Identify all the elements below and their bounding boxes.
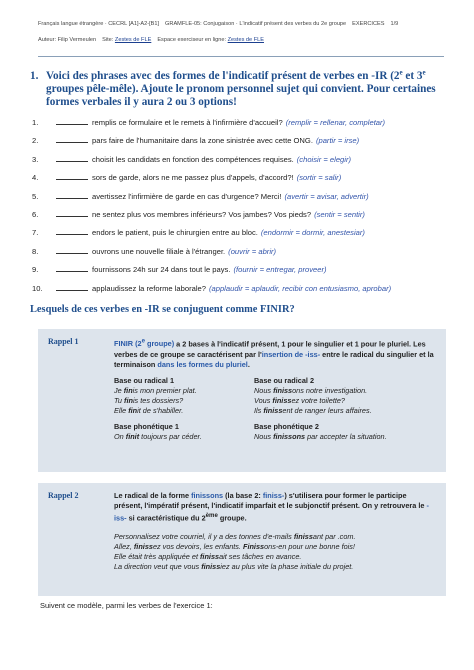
answer-blank[interactable] [56,191,88,199]
item-number: 7. [32,228,39,238]
header-type: EXERCICES [352,21,385,27]
item-sentence: ne sentez plus vos membres inférieurs? Vos jambes? Vos pieds? [92,209,312,219]
exercise-item [30,135,450,153]
rappel-1-phonetic-columns [114,422,436,442]
item-hint: (sortir = salir) [296,173,342,183]
base-2-examples [254,386,394,416]
item-number: 2. [32,136,39,146]
base-2-heading: Base ou radical 2 [254,376,315,386]
phonetic-1-example: On finit toujours par céder. [114,432,202,442]
phonetic-1-heading: Base phonétique 1 [114,422,179,432]
section-question: Lesquels de ces verbes en -IR se conjuguent comme FINIR? [30,304,295,315]
item-hint: (partir = irse) [315,136,360,146]
answer-blank[interactable] [56,117,88,125]
item-sentence: remplis ce formulaire et le remets à l'infirmière d'accueil? [92,118,283,127]
phonetic-1-column [114,422,254,442]
base-2-example: Vous finissez votre toilette? [254,396,345,406]
rappel-1-columns [114,376,436,416]
header-topic: GRAMFLE-05: Conjugaison · L'indicatif présent des verbes du 2e groupe [165,21,347,27]
base-2-example: Nous finissons notre investigation. [254,386,368,396]
exercise-number: 1. [30,70,39,82]
header-line-1 [38,22,444,28]
item-number: 1. [32,118,39,127]
rappel-2-example: Allez, finissez vos devoirs, les enfants. Finissons-en pour une bonne fois! [114,542,355,552]
base-2-column [254,376,394,416]
header-space-link[interactable]: Zestes de FLE [227,36,264,43]
item-hint: (endormir = dormir, anestesiar) [260,228,365,238]
exercise-item [30,209,450,227]
answer-blank[interactable] [56,209,88,217]
base-1-example: Je finis mon premier plat. [114,386,197,396]
base-2-example: Ils finissent de ranger leurs affaires. [254,406,372,416]
answer-blank[interactable] [56,227,88,235]
exercise-item [30,264,450,282]
item-hint: (applaudir = aplaudir, recibir con entusiasmo, aprobar) [208,283,392,293]
base-1-example: Tu finis tes dossiers? [114,396,184,406]
header-divider [38,56,444,57]
answer-blank[interactable] [56,283,88,291]
rappel-1-content [114,337,436,442]
answer-blank[interactable] [56,246,88,254]
rappel-2-example: La direction veut que vous finissiez au plus vite la phase initiale du projet. [114,562,354,572]
base-1-column [114,376,254,416]
item-number: 8. [32,246,39,256]
item-hint: (fournir = entregar, proveer) [233,265,327,275]
base-1-heading: Base ou radical 1 [114,376,175,386]
item-number: 5. [32,191,39,201]
rappel-2-example: Elle était très appliquée et finissait ses tâches en avance. [114,552,302,562]
exercise-item [30,154,450,172]
item-number: 9. [32,265,39,275]
rappel-2-intro: Le radical de la forme finissons (la base 2: finiss-) s'utilisera pour former le participe présent, l'impératif présent, l'indicatif imparfait et le subjonctif présent. On y retrouvera le -iss- si caractéristique du 2ème groupe. [114,491,429,523]
item-number: 6. [32,209,39,219]
exercise-item [30,227,450,245]
item-sentence: avertissez l'infirmière de garde en cas d'urgence? Merci! [92,191,282,201]
rappel-1-label: Rappel 1 [48,337,79,346]
header-site-label: Site: [102,36,114,43]
base-1-examples [114,386,254,416]
item-number: 4. [32,173,39,183]
item-sentence: pars faire de l'humanitaire dans la zone sinistrée avec cette ONG. [92,136,313,146]
rappel-1-intro: FINIR (2e groupe) a 2 bases à l'indicatif présent, 1 pour le singulier et 1 pour le pluriel. Les verbes de ce groupe se caractérisent par l'insertion de -iss- entre le radical du singulier et la terminaison dans les formes du pluriel. [114,338,434,369]
page-header [38,22,444,43]
header-site-link[interactable]: Zestes de FLE [114,36,152,43]
phonetic-2-column [254,422,394,442]
answer-blank[interactable] [56,154,88,162]
rappel-1-box [38,329,446,472]
exercise-item [30,246,450,264]
exercise-item [30,283,450,301]
item-sentence: endors le patient, puis le chirurgien entre au bloc. [92,228,258,238]
phonetic-2-heading: Base phonétique 2 [254,422,319,432]
header-author: Auteur: Filip Vermeulen [38,36,97,43]
rappel-2-examples [114,532,436,572]
phonetic-2-example: Nous finissons par accepter la situation. [254,432,387,442]
answer-blank[interactable] [56,172,88,180]
exercise-item [30,172,450,190]
item-hint: (sentir = sentir) [314,209,365,219]
item-hint: (remplir = rellenar, completar) [285,118,386,127]
item-sentence: sors de garde, alors ne me passez plus d'appels, d'accord?! [92,173,294,183]
item-hint: (choisir = elegir) [296,154,352,164]
header-site [102,38,151,44]
exercise-title [30,70,450,110]
item-number: 10. [32,283,43,293]
answer-blank[interactable] [56,135,88,143]
exercise-item [30,117,450,135]
header-space [157,38,264,44]
item-sentence: ouvrons une nouvelle filiale à l'étranger. [92,246,226,256]
header-page-number: 1/9 [390,21,399,27]
item-sentence: choisit les candidats en fonction des compétences requises. [92,154,294,164]
item-hint: (ouvrir = abrir) [228,246,277,256]
answer-blank[interactable] [56,264,88,272]
header-line-2 [38,38,444,44]
header-course: Français langue étrangère · CECRL [A1]-A2-[B1] [38,21,160,27]
rappel-2-example: Personnalisez votre courriel, il y a des tonnes d'e-mails finissant par .com. [114,532,356,542]
rappel-2-content [114,491,436,572]
item-hint: (avertir = avisar, advertir) [284,191,369,201]
base-1-example: Elle finit de s'habiller. [114,406,184,416]
rappel-2-box [38,483,446,596]
item-sentence: applaudissez la reforme laborale? [92,283,206,293]
exercise-items [30,117,450,301]
footer-instruction: Suivent ce modèle, parmi les verbes de l'exercice 1: [40,601,213,610]
header-space-label: Espace exerciseur en ligne: [157,36,227,43]
item-sentence: fournissons 24h sur 24 dans tout le pays. [92,265,231,275]
exercise-item [30,191,450,209]
item-number: 3. [32,154,39,164]
exercise-instructions: Voici des phrases avec des formes de l'indicatif présent de verbes en -IR (2e et 3e groupes pêle-mêle). Ajoute le pronom personnel sujet qui convient. Pour certaines formes verbales il y aura 2 ou 3 options! [46,68,436,109]
rappel-2-label: Rappel 2 [48,491,79,500]
